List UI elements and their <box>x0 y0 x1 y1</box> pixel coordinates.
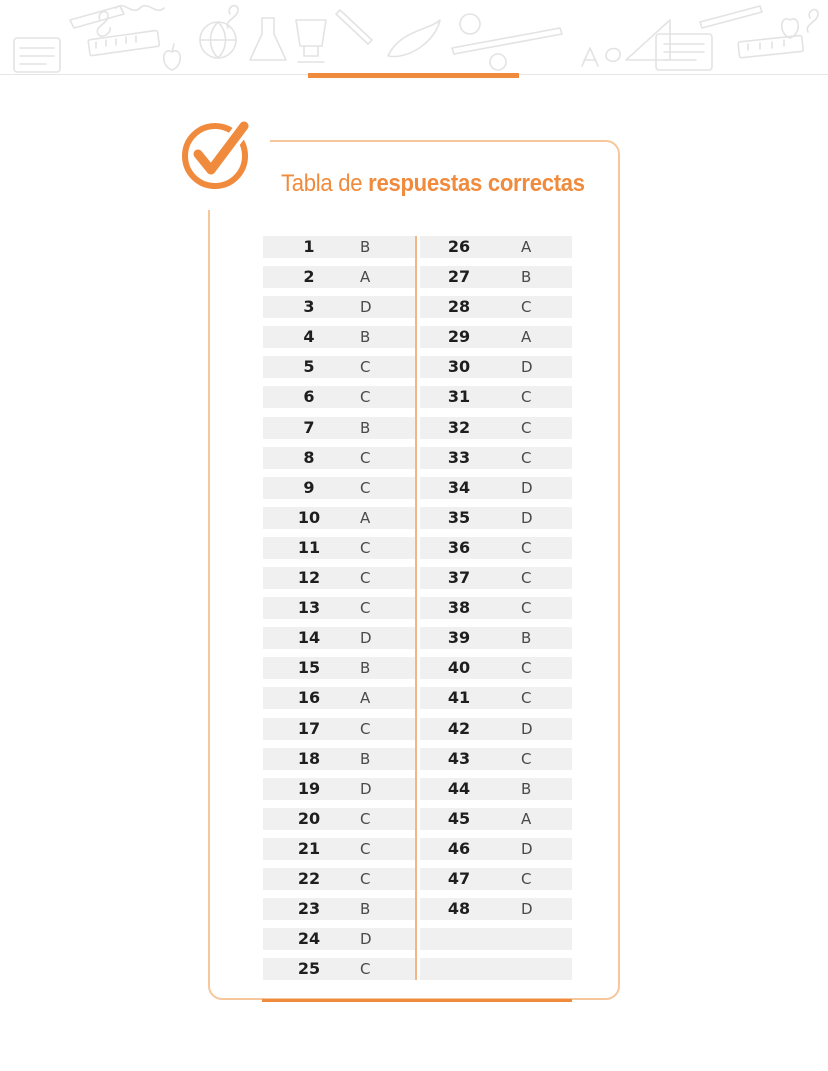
question-number: 42 <box>447 718 471 738</box>
answer-letter: C <box>521 659 532 678</box>
table-row <box>263 718 415 740</box>
answer-letter: A <box>521 328 532 347</box>
check-circle-icon <box>178 118 256 192</box>
table-row <box>420 447 572 469</box>
answer-letter: C <box>360 599 371 618</box>
answer-letter: C <box>521 869 532 888</box>
answer-letter: C <box>521 538 532 557</box>
question-number: 38 <box>447 598 471 618</box>
answer-letter: A <box>521 809 532 828</box>
table-row <box>420 477 572 499</box>
table-row <box>263 567 415 589</box>
table-row <box>263 447 415 469</box>
table-row <box>420 748 572 770</box>
question-number: 16 <box>297 688 321 708</box>
question-number: 23 <box>297 899 321 919</box>
question-number: 32 <box>447 417 471 437</box>
table-row <box>420 266 572 288</box>
question-number: 14 <box>297 628 321 648</box>
question-number: 28 <box>447 297 471 317</box>
question-number: 25 <box>297 959 321 979</box>
header-doodle-band <box>0 0 828 76</box>
question-number: 21 <box>297 838 321 858</box>
question-number: 2 <box>303 267 315 287</box>
answer-letter: D <box>521 719 533 738</box>
question-number: 1 <box>303 237 315 256</box>
table-row <box>420 627 572 649</box>
question-number: 27 <box>447 267 471 287</box>
table-row <box>420 958 572 980</box>
answer-letter: A <box>360 268 371 287</box>
card-bottom-accent <box>262 999 572 1002</box>
table-row <box>263 537 415 559</box>
table-row <box>263 386 415 408</box>
answers-column-right <box>420 236 572 988</box>
question-number: 8 <box>303 447 315 467</box>
table-row <box>420 356 572 378</box>
answer-letter: C <box>360 448 371 467</box>
table-row <box>420 567 572 589</box>
question-number: 29 <box>447 327 471 347</box>
table-row <box>420 236 572 258</box>
question-number: 18 <box>297 748 321 768</box>
question-number: 9 <box>303 477 315 497</box>
table-row <box>263 808 415 830</box>
table-row <box>420 417 572 439</box>
answer-letter: C <box>360 719 371 738</box>
question-number: 47 <box>447 868 471 888</box>
table-row <box>420 537 572 559</box>
question-number: 43 <box>447 748 471 768</box>
table-row <box>263 627 415 649</box>
answer-letter: C <box>360 478 371 497</box>
answer-letter: C <box>360 960 371 979</box>
answer-letter: D <box>360 629 372 648</box>
answer-letter: D <box>521 478 533 497</box>
table-row <box>420 928 572 950</box>
question-number: 19 <box>297 778 321 798</box>
table-row <box>420 868 572 890</box>
answer-letter: A <box>521 238 532 256</box>
school-doodles-icon <box>0 0 828 76</box>
answer-letter: D <box>521 358 533 377</box>
answer-letter: A <box>360 508 371 527</box>
answer-letter: C <box>360 809 371 828</box>
table-row <box>420 778 572 800</box>
table-row <box>420 386 572 408</box>
answer-letter: D <box>360 779 372 798</box>
answer-letter: B <box>360 659 371 678</box>
page-title <box>281 170 585 198</box>
answer-letter: B <box>521 268 532 287</box>
question-number: 13 <box>297 598 321 618</box>
table-row <box>420 838 572 860</box>
question-number: 48 <box>447 899 471 919</box>
question-number: 45 <box>447 808 471 828</box>
answer-letter: B <box>521 629 532 648</box>
table-row <box>263 266 415 288</box>
question-number: 26 <box>447 237 471 256</box>
table-row <box>420 597 572 619</box>
table-row <box>263 657 415 679</box>
table-row <box>263 597 415 619</box>
question-number: 10 <box>297 507 321 527</box>
answer-letter: B <box>521 779 532 798</box>
question-number: 36 <box>447 537 471 557</box>
table-row <box>263 748 415 770</box>
question-number: 44 <box>447 778 471 798</box>
question-number: 30 <box>447 357 471 377</box>
question-number: 11 <box>297 537 321 557</box>
table-row <box>263 898 415 920</box>
question-number: 15 <box>297 658 321 678</box>
title-bold: respuestas correctas <box>368 170 585 197</box>
table-row <box>420 657 572 679</box>
table-row <box>263 778 415 800</box>
table-row <box>420 326 572 348</box>
question-number: 46 <box>447 838 471 858</box>
table-row <box>263 326 415 348</box>
answer-letter: B <box>360 328 371 347</box>
answers-column-left <box>263 236 415 988</box>
table-row <box>263 236 415 258</box>
question-number: 39 <box>447 628 471 648</box>
answer-letter: C <box>521 749 532 768</box>
table-row <box>420 808 572 830</box>
answer-letter: C <box>521 448 532 467</box>
table-row <box>263 687 415 709</box>
answer-letter: B <box>360 418 371 437</box>
answer-letter: C <box>521 599 532 618</box>
answer-letter: C <box>360 869 371 888</box>
question-number: 12 <box>297 568 321 588</box>
answer-letter: C <box>521 298 532 317</box>
answer-letter: C <box>360 388 371 407</box>
answer-letter: D <box>521 508 533 527</box>
answer-letter: C <box>521 689 532 708</box>
answer-letter: B <box>360 900 371 919</box>
answer-letter: C <box>521 388 532 407</box>
table-row <box>263 296 415 318</box>
answer-letter: C <box>521 569 532 588</box>
table-row <box>263 868 415 890</box>
answer-letter: C <box>360 839 371 858</box>
answer-letter: D <box>360 930 372 949</box>
question-number: 5 <box>303 357 315 377</box>
answer-letter: C <box>360 538 371 557</box>
question-number: 31 <box>447 387 471 407</box>
question-number: 7 <box>303 417 315 437</box>
table-row <box>420 718 572 740</box>
table-row <box>263 928 415 950</box>
answer-letter: C <box>360 358 371 377</box>
table-row <box>420 687 572 709</box>
answer-letter: D <box>360 298 372 317</box>
question-number: 6 <box>303 387 315 407</box>
table-row <box>263 958 415 980</box>
question-number: 24 <box>297 929 321 949</box>
table-row <box>420 296 572 318</box>
table-row <box>263 507 415 529</box>
question-number: 20 <box>297 808 321 828</box>
answer-letter: D <box>521 900 533 919</box>
answer-letter: B <box>360 749 371 768</box>
question-number: 37 <box>447 568 471 588</box>
table-row <box>263 477 415 499</box>
question-number: 34 <box>447 477 471 497</box>
question-number: 22 <box>297 868 321 888</box>
question-number: 35 <box>447 507 471 527</box>
title-light: Tabla de <box>281 170 369 197</box>
answer-letter: B <box>360 238 371 256</box>
header-accent-bar <box>308 73 519 78</box>
table-row <box>263 417 415 439</box>
table-row <box>420 898 572 920</box>
table-row <box>263 356 415 378</box>
answer-letter: C <box>521 418 532 437</box>
question-number: 33 <box>447 447 471 467</box>
table-row <box>263 838 415 860</box>
answer-letter: A <box>360 689 371 708</box>
question-number: 17 <box>297 718 321 738</box>
question-number: 4 <box>303 327 315 347</box>
question-number: 41 <box>447 688 471 708</box>
answer-letter: D <box>521 839 533 858</box>
answer-letter: C <box>360 569 371 588</box>
question-number: 3 <box>303 297 315 317</box>
table-row <box>420 507 572 529</box>
question-number: 40 <box>447 658 471 678</box>
